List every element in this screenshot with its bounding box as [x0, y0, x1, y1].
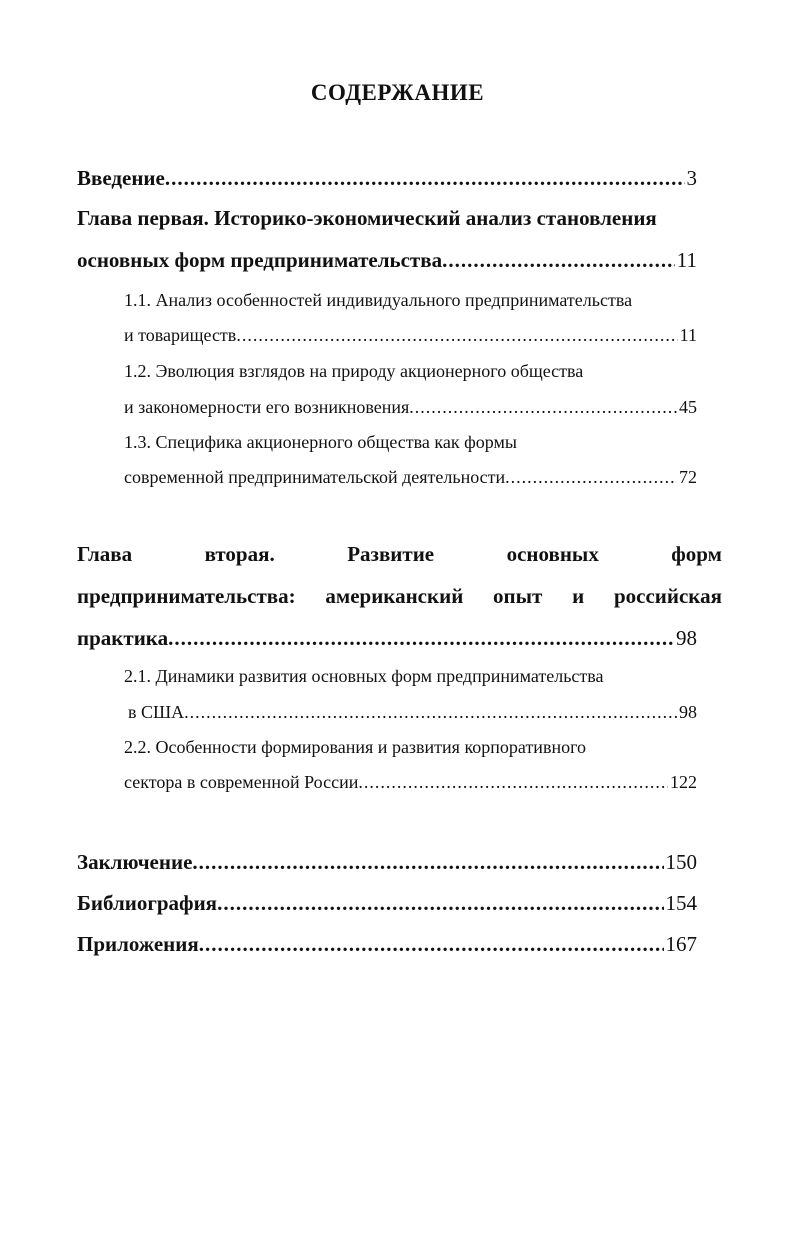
dot-leader	[236, 325, 677, 346]
toc-entry-conclusion[interactable]	[77, 850, 697, 875]
toc-entry-label: Приложения	[77, 932, 199, 956]
dot-leader	[442, 248, 675, 273]
chapter1-title-line1: Глава первая. Историко-экономический анализ становления	[77, 206, 657, 230]
dot-leader	[199, 932, 664, 957]
section-2-1-line1: 2.1. Динамики развития основных форм предпринимательства	[124, 666, 604, 686]
dot-leader	[184, 702, 677, 723]
toc-entry-section-1-3[interactable]	[124, 467, 697, 488]
toc-entry-intro[interactable]	[77, 166, 697, 191]
toc-entry-page: 98	[676, 626, 697, 650]
toc-entry-page: 150	[665, 850, 697, 874]
toc-entry-page: 122	[670, 772, 697, 792]
dot-leader	[358, 772, 668, 793]
toc-entry-page: 3	[686, 166, 697, 190]
toc-entry-label: и товариществ	[124, 325, 237, 345]
toc-entry-page: 11	[676, 248, 697, 272]
toc-entry-label: современной предпринимательской деятельности	[124, 467, 506, 487]
toc-entry-page: 11	[679, 325, 697, 345]
chapter2-title-line2	[77, 584, 722, 609]
dot-leader	[168, 626, 674, 651]
toc-entry-page: 72	[679, 467, 697, 487]
toc-entry-label: основных форм предпринимательства	[77, 248, 443, 272]
title-word: форм	[671, 542, 722, 566]
title-word: предпринимательства:	[77, 584, 296, 608]
toc-entry-label: практика	[77, 626, 169, 650]
toc-entry-chapter1[interactable]	[77, 248, 697, 273]
toc-entry-label: сектора в современной России	[124, 772, 359, 792]
title-word: вторая.	[204, 542, 275, 566]
title-word: Развитие	[347, 542, 435, 566]
section-1-2-line1: 1.2. Эволюция взглядов на природу акционерного общества	[124, 361, 584, 381]
toc-entry-label: Введение	[77, 166, 165, 190]
dot-leader	[409, 397, 677, 418]
toc-entry-page: 45	[679, 397, 697, 417]
dot-leader	[165, 166, 685, 191]
title-word: американский	[325, 584, 464, 608]
toc-entry-section-1-2[interactable]	[124, 397, 697, 418]
toc-entry-label: в США	[128, 702, 185, 722]
toc-entry-chapter2[interactable]	[77, 626, 697, 651]
dot-leader	[217, 891, 663, 916]
title-word: Глава	[77, 542, 133, 566]
toc-entry-label: и закономерности его возникновения	[124, 397, 410, 417]
toc-entry-bibliography[interactable]	[77, 891, 697, 916]
chapter2-title-line1	[77, 542, 722, 567]
title-word: основных	[506, 542, 599, 566]
toc-entry-page: 154	[665, 891, 697, 915]
toc-entry-page: 167	[665, 932, 697, 956]
section-1-1-line1: 1.1. Анализ особенностей индивидуального предпринимательства	[124, 290, 633, 310]
section-2-2-line1: 2.2. Особенности формирования и развития корпоративного	[124, 737, 587, 757]
dot-leader	[192, 850, 663, 875]
dot-leader	[505, 467, 677, 488]
title-word: российская	[613, 584, 722, 608]
toc-entry-section-1-1[interactable]	[124, 325, 697, 346]
section-1-3-line1: 1.3. Специфика акционерного общества как формы	[124, 432, 517, 452]
toc-entry-label: Заключение	[77, 850, 193, 874]
toc-entry-section-2-2[interactable]	[124, 772, 697, 793]
toc-entry-label: Библиография	[77, 891, 218, 915]
toc-entry-section-2-1[interactable]	[128, 702, 697, 723]
title-word: и	[572, 584, 585, 608]
toc-entry-page: 98	[679, 702, 697, 722]
toc-entry-appendices[interactable]	[77, 932, 697, 957]
page-title: СОДЕРЖАНИЕ	[310, 80, 485, 105]
title-word: опыт	[493, 584, 543, 608]
